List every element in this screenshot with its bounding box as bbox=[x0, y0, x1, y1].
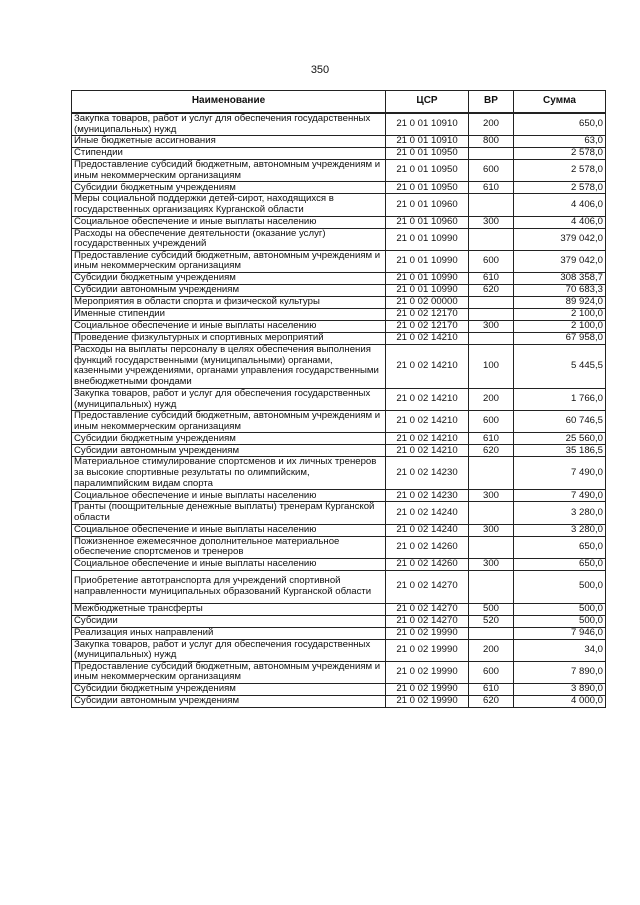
cell-csr: 21 0 02 14210 bbox=[386, 344, 469, 388]
cell-vr: 500 bbox=[469, 603, 514, 615]
cell-name: Закупка товаров, работ и услуг для обеспечения государственных (муниципальных) нужд bbox=[72, 113, 386, 136]
cell-sum: 2 100,0 bbox=[514, 320, 606, 332]
cell-csr: 21 0 01 10910 bbox=[386, 136, 469, 148]
cell-vr bbox=[469, 502, 514, 524]
table-row bbox=[72, 388, 606, 410]
cell-sum: 650,0 bbox=[514, 113, 606, 136]
table-row bbox=[72, 603, 606, 615]
cell-vr bbox=[469, 308, 514, 320]
cell-vr: 620 bbox=[469, 445, 514, 457]
cell-sum: 2 578,0 bbox=[514, 160, 606, 182]
table-row bbox=[72, 502, 606, 524]
cell-sum: 500,0 bbox=[514, 603, 606, 615]
cell-sum: 34,0 bbox=[514, 639, 606, 661]
cell-vr: 520 bbox=[469, 615, 514, 627]
cell-name: Субсидии бюджетным учреждениям bbox=[72, 433, 386, 445]
cell-sum: 308 358,7 bbox=[514, 272, 606, 284]
cell-name: Предоставление субсидий бюджетным, автономным учреждениям и иным некоммерческим организациям bbox=[72, 411, 386, 433]
cell-vr: 200 bbox=[469, 388, 514, 410]
header-sum: Сумма bbox=[514, 91, 606, 114]
cell-name: Межбюджетные трансферты bbox=[72, 603, 386, 615]
cell-vr: 620 bbox=[469, 696, 514, 708]
cell-vr: 610 bbox=[469, 272, 514, 284]
cell-name: Субсидии автономным учреждениям bbox=[72, 696, 386, 708]
header-csr: ЦСР bbox=[386, 91, 469, 114]
cell-vr: 600 bbox=[469, 661, 514, 683]
header-vr: ВР bbox=[469, 91, 514, 114]
cell-vr: 300 bbox=[469, 216, 514, 228]
cell-name: Иные бюджетные ассигнования bbox=[72, 136, 386, 148]
cell-csr: 21 0 02 12170 bbox=[386, 320, 469, 332]
cell-csr: 21 0 01 10950 bbox=[386, 182, 469, 194]
cell-csr: 21 0 02 14240 bbox=[386, 502, 469, 524]
cell-sum: 7 490,0 bbox=[514, 490, 606, 502]
cell-csr: 21 0 01 10960 bbox=[386, 194, 469, 216]
cell-csr: 21 0 01 10950 bbox=[386, 148, 469, 160]
table-row bbox=[72, 344, 606, 388]
cell-name: Расходы на выплаты персоналу в целях обеспечения выполнения функций государственными (муниципальными) органами, казенными учреждениями, органами управления государственными внебюджетными фондами bbox=[72, 344, 386, 388]
cell-sum: 4 406,0 bbox=[514, 194, 606, 216]
table-row bbox=[72, 570, 606, 603]
table-row bbox=[72, 639, 606, 661]
cell-sum: 60 746,5 bbox=[514, 411, 606, 433]
table-row bbox=[72, 411, 606, 433]
cell-vr: 610 bbox=[469, 182, 514, 194]
cell-name: Предоставление субсидий бюджетным, автономным учреждениям и иным некоммерческим организациям bbox=[72, 160, 386, 182]
cell-csr: 21 0 02 14260 bbox=[386, 558, 469, 570]
cell-vr bbox=[469, 627, 514, 639]
cell-name: Субсидии бюджетным учреждениям bbox=[72, 182, 386, 194]
cell-sum: 379 042,0 bbox=[514, 228, 606, 250]
cell-csr: 21 0 01 10990 bbox=[386, 228, 469, 250]
table-row bbox=[72, 627, 606, 639]
cell-sum: 650,0 bbox=[514, 536, 606, 558]
table-row bbox=[72, 228, 606, 250]
table-row bbox=[72, 160, 606, 182]
cell-sum: 4 000,0 bbox=[514, 696, 606, 708]
table-row bbox=[72, 524, 606, 536]
cell-vr: 300 bbox=[469, 558, 514, 570]
cell-name: Социальное обеспечение и иные выплаты населению bbox=[72, 490, 386, 502]
cell-name: Субсидии бюджетным учреждениям bbox=[72, 684, 386, 696]
cell-sum: 2 100,0 bbox=[514, 308, 606, 320]
cell-name: Мероприятия в области спорта и физической культуры bbox=[72, 296, 386, 308]
cell-name: Меры социальной поддержки детей-сирот, находящихся в государственных организациях Курганской области bbox=[72, 194, 386, 216]
cell-sum: 70 683,3 bbox=[514, 284, 606, 296]
page-number: 350 bbox=[310, 64, 330, 76]
cell-csr: 21 0 02 19990 bbox=[386, 696, 469, 708]
table-row bbox=[72, 216, 606, 228]
cell-name: Социальное обеспечение и иные выплаты населению bbox=[72, 216, 386, 228]
cell-name: Реализация иных направлений bbox=[72, 627, 386, 639]
cell-sum: 25 560,0 bbox=[514, 433, 606, 445]
table-body bbox=[72, 113, 606, 708]
cell-vr bbox=[469, 332, 514, 344]
table-row bbox=[72, 182, 606, 194]
table-row bbox=[72, 148, 606, 160]
cell-name: Закупка товаров, работ и услуг для обеспечения государственных (муниципальных) нужд bbox=[72, 388, 386, 410]
cell-csr: 21 0 01 10990 bbox=[386, 284, 469, 296]
cell-csr: 21 0 01 10950 bbox=[386, 160, 469, 182]
cell-csr: 21 0 02 14230 bbox=[386, 490, 469, 502]
cell-name: Гранты (поощрительные денежные выплаты) тренерам Курганской области bbox=[72, 502, 386, 524]
cell-sum: 35 186,5 bbox=[514, 445, 606, 457]
table-row bbox=[72, 558, 606, 570]
cell-csr: 21 0 02 14270 bbox=[386, 615, 469, 627]
cell-vr bbox=[469, 570, 514, 603]
cell-csr: 21 0 02 14210 bbox=[386, 433, 469, 445]
cell-csr: 21 0 02 00000 bbox=[386, 296, 469, 308]
cell-name: Расходы на обеспечение деятельности (оказание услуг) государственных учреждений bbox=[72, 228, 386, 250]
cell-name: Социальное обеспечение и иные выплаты населению bbox=[72, 320, 386, 332]
cell-name: Предоставление субсидий бюджетным, автономным учреждениям и иным некоммерческим организациям bbox=[72, 250, 386, 272]
cell-sum: 500,0 bbox=[514, 615, 606, 627]
cell-name: Стипендии bbox=[72, 148, 386, 160]
cell-sum: 63,0 bbox=[514, 136, 606, 148]
cell-csr: 21 0 02 14210 bbox=[386, 445, 469, 457]
cell-vr: 600 bbox=[469, 250, 514, 272]
cell-name: Приобретение автотранспорта для учреждений спортивной направленности муниципальных образований Курганской области bbox=[72, 570, 386, 603]
cell-sum: 67 958,0 bbox=[514, 332, 606, 344]
table-row bbox=[72, 332, 606, 344]
cell-vr: 600 bbox=[469, 160, 514, 182]
table-row bbox=[72, 136, 606, 148]
cell-vr bbox=[469, 194, 514, 216]
cell-sum: 3 280,0 bbox=[514, 524, 606, 536]
table-row bbox=[72, 615, 606, 627]
table-row bbox=[72, 490, 606, 502]
cell-csr: 21 0 01 10960 bbox=[386, 216, 469, 228]
table-row bbox=[72, 308, 606, 320]
cell-csr: 21 0 02 14210 bbox=[386, 388, 469, 410]
cell-vr: 600 bbox=[469, 411, 514, 433]
table-row bbox=[72, 250, 606, 272]
table-row bbox=[72, 284, 606, 296]
table-row bbox=[72, 684, 606, 696]
cell-csr: 21 0 02 14270 bbox=[386, 603, 469, 615]
cell-vr: 610 bbox=[469, 433, 514, 445]
table-row bbox=[72, 113, 606, 136]
cell-sum: 7 890,0 bbox=[514, 661, 606, 683]
cell-name: Пожизненное ежемесячное дополнительное материальное обеспечение спортсменов и тренеров bbox=[72, 536, 386, 558]
cell-vr bbox=[469, 228, 514, 250]
table-row bbox=[72, 272, 606, 284]
cell-vr: 800 bbox=[469, 136, 514, 148]
cell-name: Социальное обеспечение и иные выплаты населению bbox=[72, 524, 386, 536]
cell-csr: 21 0 02 14230 bbox=[386, 457, 469, 490]
table-row bbox=[72, 661, 606, 683]
table-row bbox=[72, 194, 606, 216]
cell-csr: 21 0 02 19990 bbox=[386, 627, 469, 639]
table-row bbox=[72, 433, 606, 445]
cell-vr: 620 bbox=[469, 284, 514, 296]
cell-name: Субсидии бюджетным учреждениям bbox=[72, 272, 386, 284]
cell-name: Материальное стимулирование спортсменов и их личных тренеров за высокие спортивные результаты по олимпийским, паралимпийским видам спорта bbox=[72, 457, 386, 490]
cell-vr bbox=[469, 148, 514, 160]
cell-csr: 21 0 02 14260 bbox=[386, 536, 469, 558]
cell-csr: 21 0 02 19990 bbox=[386, 661, 469, 683]
table-row bbox=[72, 320, 606, 332]
cell-name: Социальное обеспечение и иные выплаты населению bbox=[72, 558, 386, 570]
cell-vr: 610 bbox=[469, 684, 514, 696]
table-header-row bbox=[72, 91, 606, 114]
cell-vr: 300 bbox=[469, 320, 514, 332]
cell-vr: 300 bbox=[469, 490, 514, 502]
cell-name: Закупка товаров, работ и услуг для обеспечения государственных (муниципальных) нужд bbox=[72, 639, 386, 661]
cell-sum: 2 578,0 bbox=[514, 148, 606, 160]
cell-csr: 21 0 02 14210 bbox=[386, 332, 469, 344]
header-name: Наименование bbox=[72, 91, 386, 114]
cell-csr: 21 0 02 19990 bbox=[386, 639, 469, 661]
cell-vr bbox=[469, 457, 514, 490]
cell-csr: 21 0 02 19990 bbox=[386, 684, 469, 696]
cell-vr: 100 bbox=[469, 344, 514, 388]
cell-sum: 1 766,0 bbox=[514, 388, 606, 410]
table-row bbox=[72, 445, 606, 457]
cell-sum: 3 280,0 bbox=[514, 502, 606, 524]
table-row bbox=[72, 296, 606, 308]
cell-vr: 200 bbox=[469, 639, 514, 661]
cell-vr bbox=[469, 536, 514, 558]
cell-sum: 500,0 bbox=[514, 570, 606, 603]
cell-vr bbox=[469, 296, 514, 308]
cell-csr: 21 0 02 14240 bbox=[386, 524, 469, 536]
cell-name: Субсидии автономным учреждениям bbox=[72, 284, 386, 296]
cell-sum: 7 946,0 bbox=[514, 627, 606, 639]
cell-csr: 21 0 01 10990 bbox=[386, 250, 469, 272]
table-row bbox=[72, 536, 606, 558]
cell-vr: 300 bbox=[469, 524, 514, 536]
cell-sum: 7 490,0 bbox=[514, 457, 606, 490]
cell-sum: 89 924,0 bbox=[514, 296, 606, 308]
cell-name: Именные стипендии bbox=[72, 308, 386, 320]
cell-csr: 21 0 02 14270 bbox=[386, 570, 469, 603]
cell-name: Субсидии bbox=[72, 615, 386, 627]
cell-sum: 4 406,0 bbox=[514, 216, 606, 228]
budget-table bbox=[71, 90, 606, 708]
cell-sum: 5 445,5 bbox=[514, 344, 606, 388]
table-row bbox=[72, 457, 606, 490]
cell-csr: 21 0 02 14210 bbox=[386, 411, 469, 433]
cell-csr: 21 0 01 10990 bbox=[386, 272, 469, 284]
cell-name: Проведение физкультурных и спортивных мероприятий bbox=[72, 332, 386, 344]
cell-name: Предоставление субсидий бюджетным, автономным учреждениям и иным некоммерческим организациям bbox=[72, 661, 386, 683]
cell-csr: 21 0 02 12170 bbox=[386, 308, 469, 320]
cell-name: Субсидии автономным учреждениям bbox=[72, 445, 386, 457]
cell-sum: 650,0 bbox=[514, 558, 606, 570]
cell-csr: 21 0 01 10910 bbox=[386, 113, 469, 136]
cell-sum: 379 042,0 bbox=[514, 250, 606, 272]
cell-sum: 3 890,0 bbox=[514, 684, 606, 696]
table-row bbox=[72, 696, 606, 708]
cell-sum: 2 578,0 bbox=[514, 182, 606, 194]
cell-vr: 200 bbox=[469, 113, 514, 136]
